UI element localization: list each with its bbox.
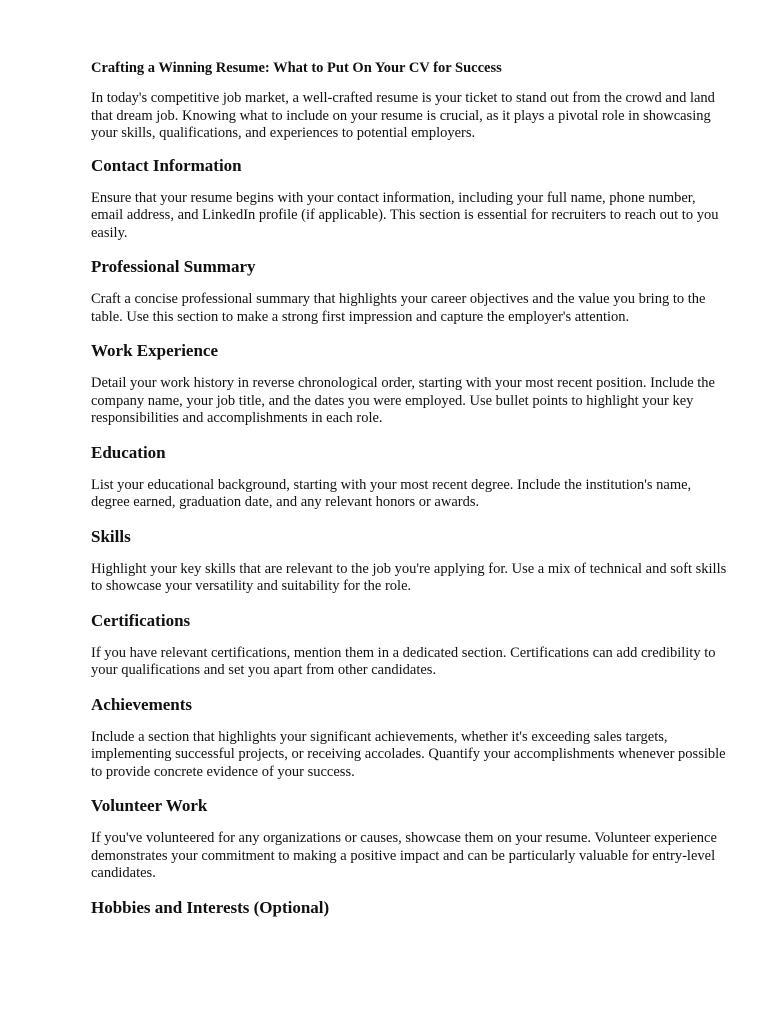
section-heading-certifications: Certifications xyxy=(91,610,191,630)
section-body-contact-information: Ensure that your resume begins with your contact information, including your full name, phone number, email address, and LinkedIn profile (if applicable). This section is essential for recruiters to reach out to you easily. xyxy=(91,189,719,241)
section-heading-education: Education xyxy=(91,442,166,462)
section-body-education: List your educational background, starting with your most recent degree. Include the institution's name, degree earned, graduation date, and any relevant honors or awards. xyxy=(91,476,692,510)
section-heading-work-experience: Work Experience xyxy=(91,341,219,360)
section-heading-skills: Skills xyxy=(91,526,131,546)
section-heading-volunteer-work: Volunteer Work xyxy=(91,796,208,815)
section-heading-achievements: Achievements xyxy=(91,694,193,714)
section-body-certifications: If you have relevant certifications, mention them in a dedicated section. Certifications can add credibility to your qualifications and set you apart from other candidates. xyxy=(91,644,716,678)
section-body-volunteer-work: If you've volunteered for any organizations or causes, showcase them on your resume. Volunteer experience demonstrates your commitment to making a positive impact and can be particularly valuable for entry-level candidates. xyxy=(91,830,717,881)
section-heading-professional-summary: Professional Summary xyxy=(91,257,256,276)
section-body-achievements: Include a section that highlights your significant achievements, whether it's exceeding sales targets, implementing successful projects, or receiving accolades. Quantify your accomplishments whenever possible to provide concrete evidence of your success. xyxy=(91,728,726,780)
section-body-skills: Highlight your key skills that are relevant to the job you're applying for. Use a mix of technical and soft skills to showcase your versatility and suitability for the role. xyxy=(91,560,727,594)
section-body-professional-summary: Craft a concise professional summary that highlights your career objectives and the value you bring to the table. Use this section to make a strong first impression and capture the employer's attention. xyxy=(91,291,706,325)
section-heading-hobbies-and-interests: Hobbies and Interests (Optional) xyxy=(91,897,330,917)
document-page xyxy=(91,58,731,932)
document-title: Crafting a Winning Resume: What to Put On Your CV for Success xyxy=(91,60,502,76)
section-heading-contact-information: Contact Information xyxy=(91,155,242,175)
section-body-work-experience: Detail your work history in reverse chronological order, starting with your most recent position. Include the company name, your job title, and the dates you were employed. Use bullet points to highlight your key responsibilities and accomplishments in each role. xyxy=(91,375,715,426)
intro-paragraph: In today's competitive job market, a well-crafted resume is your ticket to stand out from the crowd and land that dream job. Knowing what to include on your resume is crucial, as it plays a pivotal role in showcasing your skills, qualifications, and experiences to potential employers. xyxy=(91,90,715,141)
